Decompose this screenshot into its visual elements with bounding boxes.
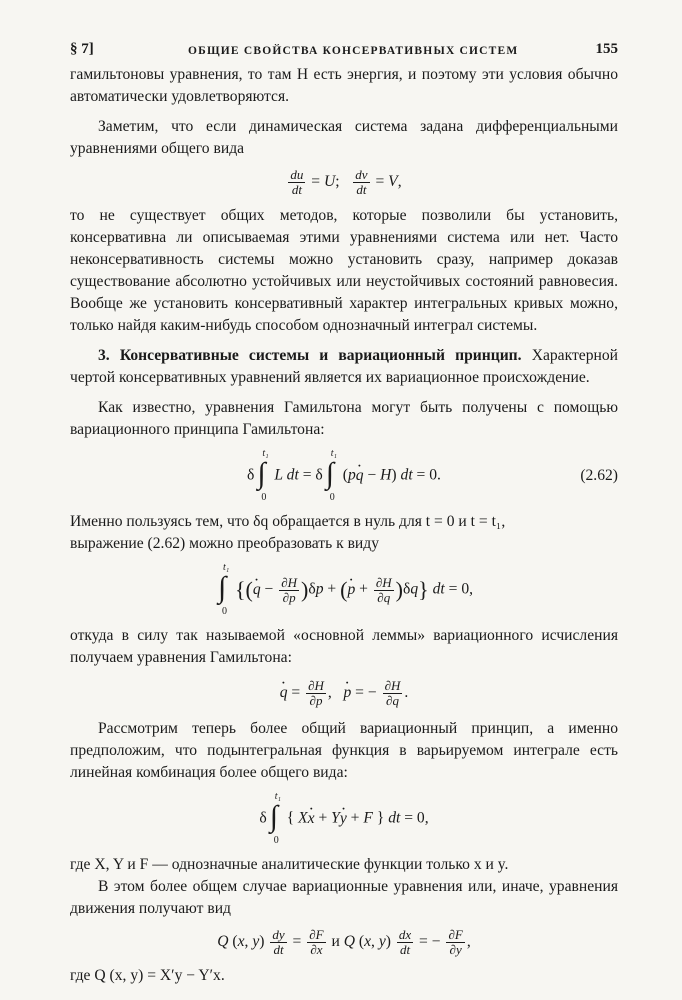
equation-general-variation: δ t₁ ∫ 0 { Xx · + Yy · + F } dt = 0, xyxy=(70,794,618,844)
paragraph-1: гамильтоновы уравнения, то там H есть энергия, и поэтому эти условия обычно автоматически удовлетворяются. xyxy=(70,66,618,105)
paragraph-7: откуда в силу так называемой «основной леммы» вариационного исчисления получаем уравнения Гамильтона: xyxy=(70,627,618,666)
paragraph-3: то не существует общих методов, которые позволили бы установить, консервативна ли описываемая этими уравнениями система или нет. Часто неконсервативность системы можно установить сразу, например доказав существование абсолютно устойчивых или неустойчивых состояний равновесия. Вообще же установить консервативный характер интегральных кривых можно, только найдя каким-нибудь способом однозначный интеграл системы. xyxy=(70,207,618,334)
paragraph-5: Как известно, уравнения Гамильтона могут быть получены с помощью вариационного принципа Гамильтона: xyxy=(70,399,618,438)
running-title: ОБЩИЕ СВОЙСТВА КОНСЕРВАТИВНЫХ СИСТЕМ xyxy=(188,45,519,57)
equation-hamilton: q · = $\frac{\partial H}{\partial p}$ , p · = − $\frac{\partial H}{\partial q}$ . xyxy=(70,679,618,708)
paragraph-9: где X, Y и F — однозначные аналитические функции только x и y. xyxy=(70,856,509,873)
equation-number: (2.62) xyxy=(580,467,618,484)
paragraph-4: 3. Консервативные системы и вариационный принцип. Характерной чертой консервативных уравнений является их вариационное происхождение. xyxy=(70,347,618,386)
subsection-heading: 3. Консервативные системы и вариационный принцип. xyxy=(98,347,522,364)
paragraph-6b: выражение (2.62) можно преобразовать к виду xyxy=(70,535,380,552)
section-mark: § 7] xyxy=(70,41,94,57)
equation-2-62: δ t₁ ∫ 0 L dt = δ t₁ ∫ 0 (pq · − H) dt = 0. (2.62) xyxy=(70,451,618,501)
paragraph-2: Заметим, что если динамическая система задана дифференциальными уравнениями общего вида xyxy=(70,118,618,157)
paragraph-11: где Q (x, y) = X′y − Y′x. xyxy=(70,967,225,984)
paragraph-6a: Именно пользуясь тем, что δq обращается в нуль для t = 0 и t = t₁, xyxy=(70,513,506,530)
paragraph-10: В этом более общем случае вариационные уравнения или, иначе, уравнения движения получают вид xyxy=(70,878,618,917)
page-number: 155 xyxy=(595,41,618,57)
equation-variation: t₁ ∫ 0 {(q · − $\frac{\partial H}{\partial p}$ )δp + (p · + $\frac{\partial H}{\partial q}$ )δq} dt = 0, xyxy=(70,565,618,615)
equation-du-dt: $\frac{du}{dt}$ = U; $\frac{dv}{dt}$ = V, xyxy=(290,167,402,197)
book-page xyxy=(70,30,618,987)
running-header xyxy=(70,30,618,56)
paragraph-8: Рассмотрим теперь более общий вариационный принцип, а именно предположим, что подынтегральная функция в варьируемом интеграле есть линейная комбинация более общего вида: xyxy=(70,720,618,781)
equation-motion: Q (x, y) $\frac{dy}{dt}$ = $\frac{\partial F}{\partial x}$ и Q (x, y) $\frac{dx}{dt}$ = − $\frac{\partial F}{\partial y}$ , xyxy=(217,927,471,957)
